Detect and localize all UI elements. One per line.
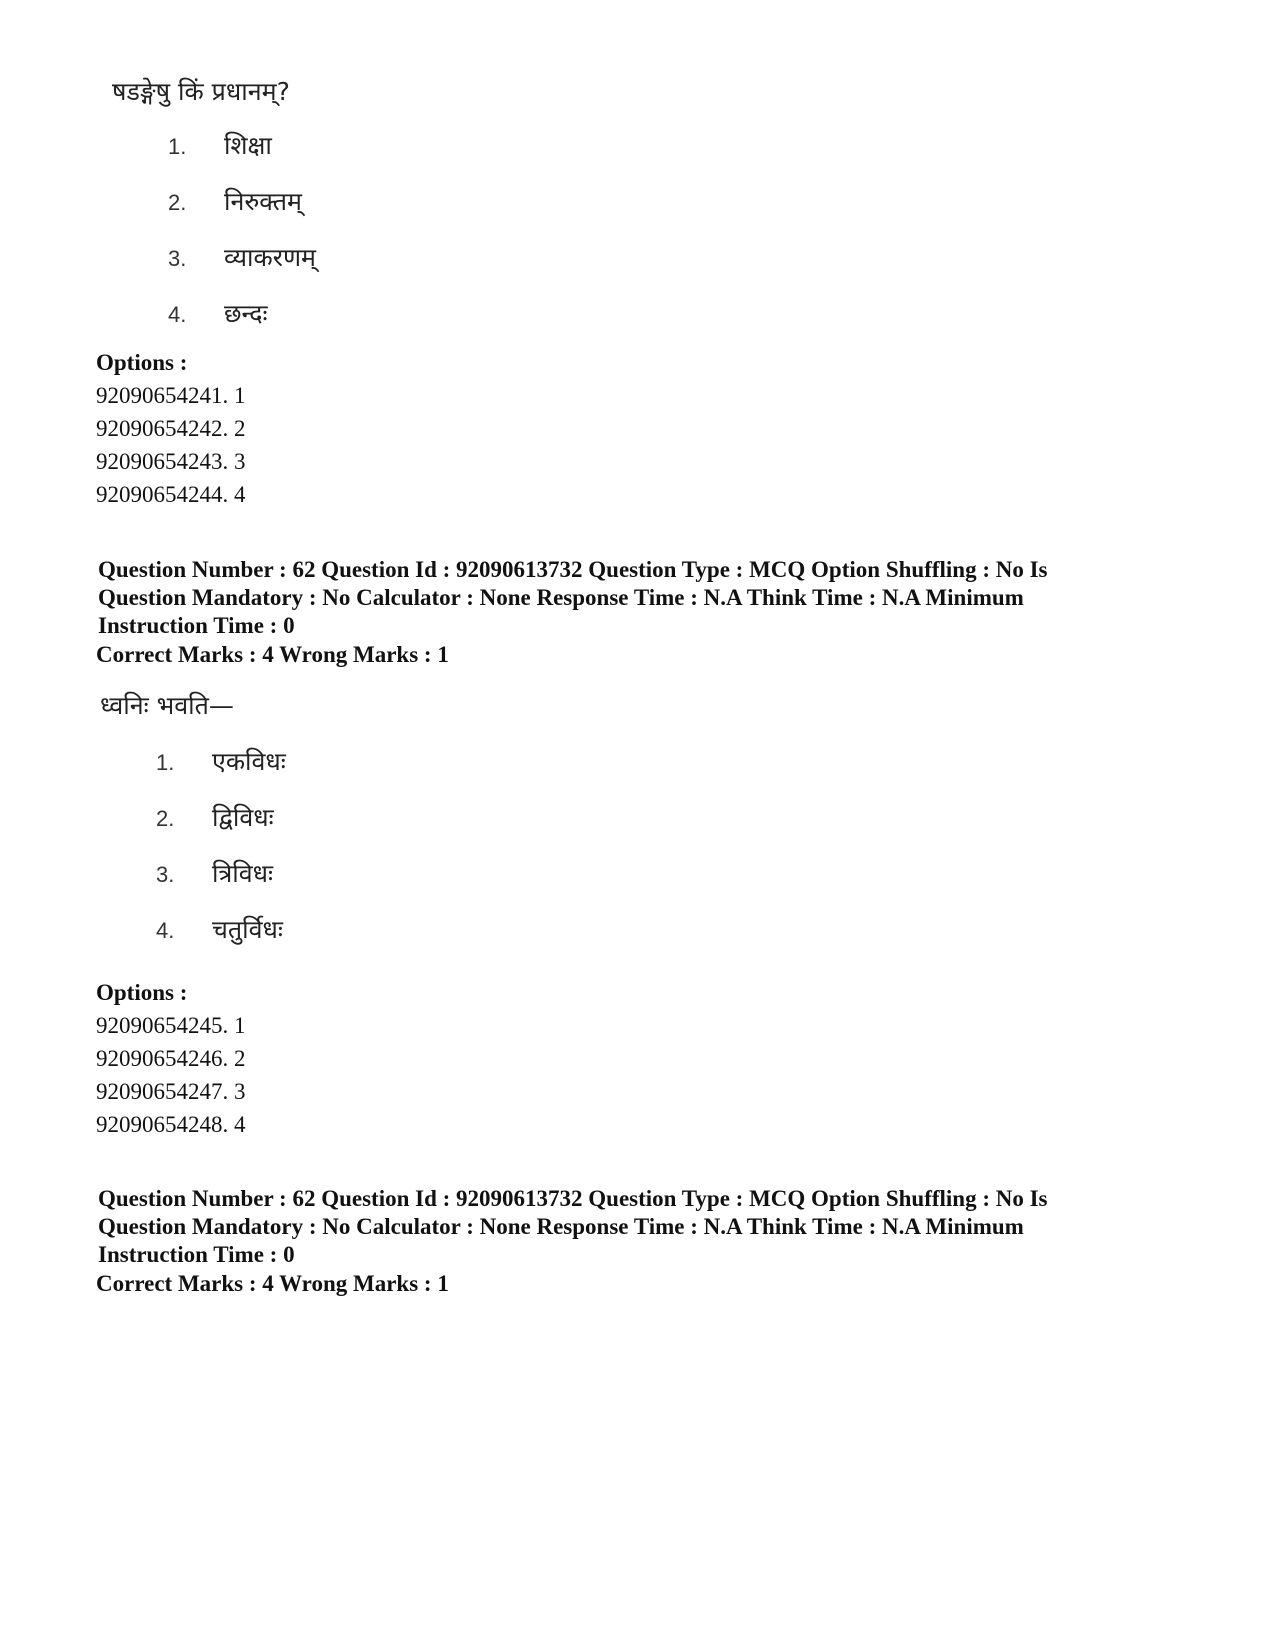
choice-number: 3. (156, 862, 175, 887)
choice-number: 4. (156, 918, 175, 943)
choice-text: चतुर्विधः (212, 915, 283, 944)
marks-line: Correct Marks : 4 Wrong Marks : 1 (96, 1271, 449, 1296)
choice-number: 2. (168, 190, 187, 215)
choice-number: 1. (156, 750, 175, 775)
option-line: 92090654244. 4 (96, 482, 246, 507)
option-line: 92090654245. 1 (96, 1013, 246, 1038)
choice-text: एकविधः (212, 747, 286, 776)
choice-text: त्रिविधः (212, 859, 274, 888)
marks-line: Correct Marks : 4 Wrong Marks : 1 (96, 642, 449, 667)
option-line: 92090654246. 2 (96, 1046, 246, 1071)
option-line: 92090654241. 1 (96, 383, 246, 408)
metadata-line-3: Instruction Time : 0 (98, 1242, 295, 1267)
question-2-stem: ध्वनिः भवति— (100, 691, 234, 720)
metadata-line-2: Question Mandatory : No Calculator : None Response Time : N.A Think Time : N.A Minimum (98, 1214, 1024, 1239)
question-1-stem: षडङ्गेषु किं प्रधानम्? (112, 77, 290, 106)
options-label: Options : (96, 980, 188, 1005)
question-metadata (98, 1185, 1158, 1269)
option-line: 92090654247. 3 (96, 1079, 246, 1104)
choice-text: छन्दः (224, 299, 268, 328)
option-line: 92090654248. 4 (96, 1112, 246, 1137)
question-metadata (98, 556, 1158, 640)
metadata-line-3: Instruction Time : 0 (98, 613, 295, 638)
choice-text: शिक्षा (224, 131, 272, 160)
choice-number: 4. (168, 302, 187, 327)
choice-number: 1. (168, 134, 187, 159)
choice-text: व्याकरणम् (224, 243, 316, 272)
metadata-line-1: Question Number : 62 Question Id : 92090613732 Question Type : MCQ Option Shuffling : No Is (98, 557, 1048, 582)
metadata-line-1: Question Number : 62 Question Id : 92090613732 Question Type : MCQ Option Shuffling : No Is (98, 1186, 1048, 1211)
metadata-line-2: Question Mandatory : No Calculator : None Response Time : N.A Think Time : N.A Minimum (98, 585, 1024, 610)
options-label: Options : (96, 350, 188, 375)
choice-text: द्विविधः (212, 803, 274, 832)
choice-text: निरुक्तम् (224, 187, 302, 216)
choice-number: 2. (156, 806, 175, 831)
choice-number: 3. (168, 246, 187, 271)
option-line: 92090654243. 3 (96, 449, 246, 474)
option-line: 92090654242. 2 (96, 416, 246, 441)
